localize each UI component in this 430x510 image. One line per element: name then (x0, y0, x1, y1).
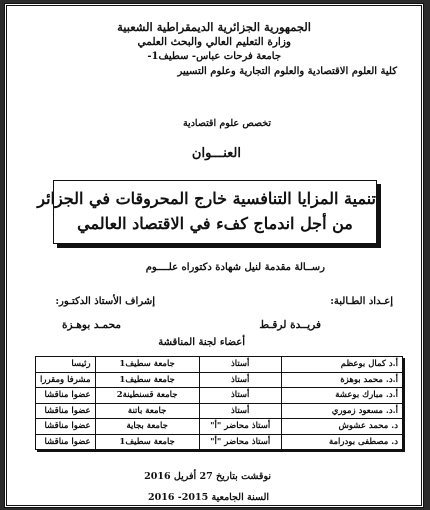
jury-name: أ.د كمال بوعظم (281, 357, 402, 373)
preparer-label: إعـداد الطـالبة: (330, 296, 393, 307)
faculty-name: كلية العلوم الاقتصادية والعلوم التجارية وعلوم التسيير (177, 66, 397, 77)
republic-name: الجمهورية الجزائرية الديمقراطية الشعبية (117, 20, 311, 34)
jury-name: أ.د. مسعود زموري (281, 403, 402, 419)
jury-role: عضوا مناقشا (36, 388, 96, 404)
thesis-cover-page (4, 3, 424, 508)
jury-university: جامعة سطيف1 (95, 372, 199, 388)
jury-university: جامعة سطيف1 (95, 434, 199, 450)
defense-date: نوقشت بتاريخ 27 أفريل 2016 (144, 471, 271, 482)
jury-university: جامعة بجاية (95, 419, 199, 435)
jury-role: عضوا مناقشا (36, 419, 96, 435)
jury-role: عضوا مناقشا (36, 403, 96, 419)
table-row (36, 419, 403, 435)
jury-name: د. مصطفى بودرامة (281, 434, 402, 450)
academic-year: السنة الجامعية 2015- 2016 (148, 492, 269, 503)
jury-rank: أستاذ محاضر "أ" (199, 434, 281, 450)
jury-name: أ.د. محمد بوهزة (281, 372, 402, 388)
committee-title: أعضاء لجنة المناقشة (158, 337, 245, 348)
jury-rank: أستاذ (199, 388, 281, 404)
jury-rank: أستاذ (199, 403, 281, 419)
thesis-title-line2: من أجل اندماج كفء في الاقتصاد العالمي (77, 214, 353, 233)
jury-role: مشرفا ومقررا (36, 372, 96, 388)
jury-university: جامعة قسنطينة2 (95, 388, 199, 404)
table-row (36, 403, 403, 419)
jury-role: عضوا مناقشا (36, 434, 96, 450)
table-row (36, 388, 403, 404)
jury-role: رئيسا (36, 357, 96, 373)
supervisor-label: إشراف الأستاذ الدكتـور: (55, 296, 155, 307)
thesis-note: رســالة مقدمة لنيل شهادة دكتوراه علــــوم (145, 262, 325, 273)
preparer-name: فريــدة لرقـط (259, 319, 321, 331)
supervisor-name: محمـد بوهـزة (62, 319, 121, 331)
university-name: جامعة فرحات عباس- سطيف1- (147, 51, 281, 62)
ministry-name: وزارة التعليم العالي والبحث العلمي (137, 36, 291, 48)
jury-name: د. محمد عشوش (281, 419, 402, 435)
address-label: العنـــوان (191, 146, 241, 161)
jury-university: جامعة سطيف1 (95, 357, 199, 373)
table-row (36, 357, 403, 373)
thesis-title-line1: تنمية المزايا التنافسية خارج المحروقات في الجزائر (37, 189, 376, 208)
table-row (36, 434, 403, 450)
jury-name: أ.د. مبارك بوعشة (281, 388, 402, 404)
jury-rank: أستاذ (199, 357, 281, 373)
jury-rank: أستاذ (199, 372, 281, 388)
table-row (36, 372, 403, 388)
specialization: تخصص علوم اقتصادية (182, 118, 271, 129)
jury-table (35, 356, 403, 450)
jury-university: جامعة باتنة (95, 403, 199, 419)
jury-rank: أستاذ محاضر "أ" (199, 419, 281, 435)
thesis-title-box (37, 180, 377, 244)
